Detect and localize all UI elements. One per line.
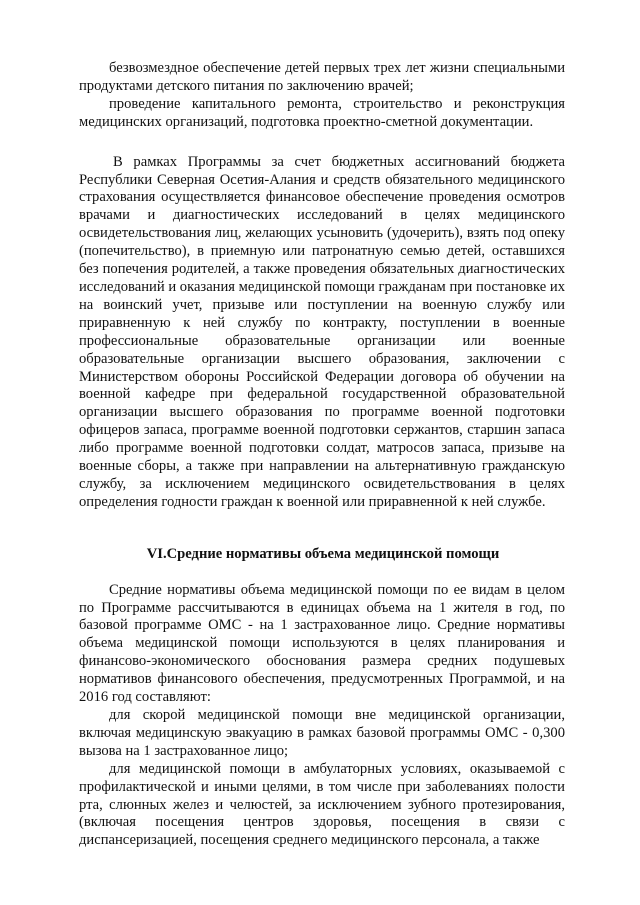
document-page [79, 60, 565, 850]
section-title: VI.Средние нормативы объема медицинской помощи [146, 545, 500, 562]
paragraph-capital-repair: проведение капитального ремонта, строительство и реконструкция медицинских организаций, подготовка проектно-сметной документации. [79, 95, 565, 130]
paragraph-infant-nutrition: безвозмездное обеспечение детей первых трех лет жизни специальными продуктами детского питания по заключению врачей; [79, 60, 565, 94]
spacer [79, 132, 565, 154]
paragraph-ambulance-norm: для скорой медицинской помощи вне медицинской организации, включая медицинскую эвакуацию в рамках базовой программы ОМС - 0,300 вызова на 1 застрахованное лицо; [79, 707, 565, 759]
paragraph-volume-norms: Средние нормативы объема медицинской помощи по ее видам в целом по Программе рассчитываются в единицах объема на 1 жителя в год, по базовой программе ОМС - на 1 застрахованное лицо. Средние нормативы объема медицинской помощи используются в целях планирования и финансово-экономического обоснования размера средних подушевых нормативов финансового обеспечения, предусмотренных Программой, и на 2016 год составляют: [79, 581, 565, 706]
spacer [79, 512, 565, 546]
paragraph-outpatient-norm: для медицинской помощи в амбулаторных условиях, оказываемой с профилактической и иными целями, в том числе при заболеваниях полости рта, слюнных желез и челюстей, за исключением зубного протезирования, (включая посещения центров здоровья, посещения в связи с диспансеризацией, посещения среднего медицинского персонала, а также [79, 760, 565, 849]
spacer [79, 564, 565, 582]
paragraph-program-funding: В рамках Программы за счет бюджетных ассигнований бюджета Республики Северная Осетия-Алания и средств обязательного медицинского страхования осуществляется финансовое обеспечение проведения осмотров врачами и диагностических исследований в целях медицинского освидетельствования лиц, желающих усыновить (удочерить), взять под опеку (попечительство), в приемную или патронатную семью детей, оставшихся без попечения родителей, а также проведения обязательных диагностических исследований и оказания медицинской помощи гражданам при постановке их на воинский учет, призыве или поступлении на военную службу или приравненную к ней службу по контракту, поступлении в военные профессиональные образовательные организации или военные образовательные организации высшего образования, заключении с Министерством обороны Российской Федерации договора об обучении на военной кафедре при федеральной государственной образовательной организации высшего образования по программе военной подготовки офицеров запаса, программе военной подготовки сержантов, старшин запаса либо программе военной подготовки солдат, матросов запаса, призыве на военные сборы, а также при направлении на альтернативную гражданскую службу, за исключением медицинского освидетельствования в целях определения годности граждан к военной или приравненной к ней службе. [79, 153, 565, 510]
